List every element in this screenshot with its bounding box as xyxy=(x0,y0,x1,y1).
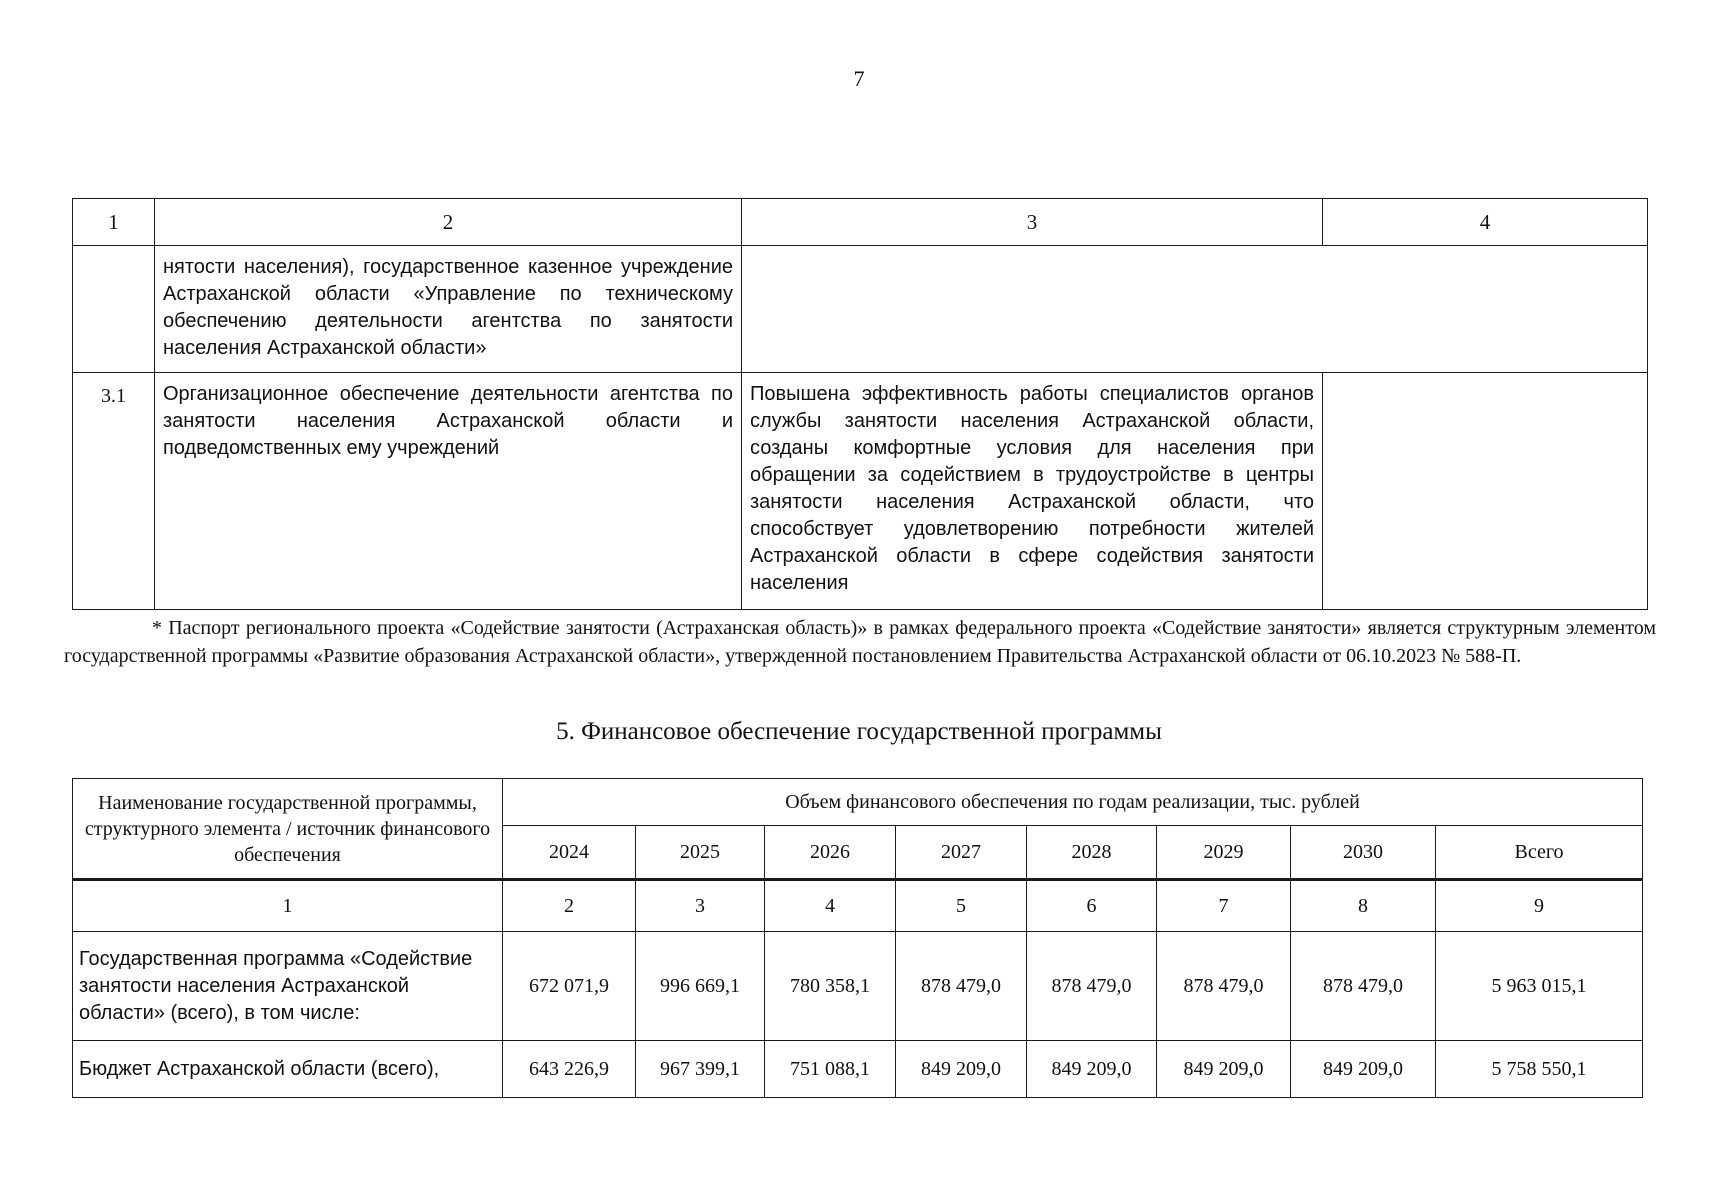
amount-cell: 849 209,0 xyxy=(896,1041,1027,1098)
column-number: 4 xyxy=(765,880,896,932)
table-row xyxy=(73,1041,1643,1098)
table-row xyxy=(73,932,1643,1041)
column-number: 6 xyxy=(1027,880,1157,932)
volume-header: Объем финансового обеспечения по годам реализации, тыс. рублей xyxy=(503,779,1643,826)
table-cell-empty xyxy=(742,246,1648,373)
amount-cell: 996 669,1 xyxy=(636,932,765,1041)
table-row xyxy=(73,373,1648,610)
amount-cell: 672 071,9 xyxy=(503,932,636,1041)
column-number-2: 2 xyxy=(155,199,742,246)
amount-cell: 878 479,0 xyxy=(896,932,1027,1041)
year-header: 2026 xyxy=(765,826,896,880)
amount-cell: 780 358,1 xyxy=(765,932,896,1041)
amount-cell: 967 399,1 xyxy=(636,1041,765,1098)
year-header: 2029 xyxy=(1157,826,1291,880)
task-description: Организационное обеспечение деятельности агентства по занятости населения Астраханской области и подведомственных ему учреждений xyxy=(155,373,742,610)
amount-cell: 878 479,0 xyxy=(1027,932,1157,1041)
activities-table xyxy=(72,198,1648,610)
total-header: Всего xyxy=(1436,826,1643,880)
column-number: 9 xyxy=(1436,880,1643,932)
table-row xyxy=(73,246,1648,373)
table-cell-empty xyxy=(1323,373,1648,610)
column-number: 5 xyxy=(896,880,1027,932)
table-cell xyxy=(73,246,155,373)
amount-cell: 751 088,1 xyxy=(765,1041,896,1098)
expected-result: Повышена эффективность работы специалистов органов службы занятости населения Астраханской области, созданы комфортные условия для населения при обращении за содействием в трудоустройстве в центры занятости населения Астраханской области, что способствует удовлетворению потребности жителей Астраханской области в сфере содействия занятости населения xyxy=(742,373,1323,610)
amount-cell: 878 479,0 xyxy=(1157,932,1291,1041)
amount-cell: 849 209,0 xyxy=(1291,1041,1436,1098)
finance-table xyxy=(72,778,1643,1098)
finance-header-row xyxy=(73,779,1643,826)
page-number: 7 xyxy=(853,66,865,91)
amount-cell: 878 479,0 xyxy=(1291,932,1436,1041)
column-number: 1 xyxy=(73,880,503,932)
row-number: 3.1 xyxy=(73,373,155,610)
amount-cell: 849 209,0 xyxy=(1027,1041,1157,1098)
section-title: 5. Финансовое обеспечение государственной программы xyxy=(556,718,1162,745)
total-cell: 5 758 550,1 xyxy=(1436,1041,1643,1098)
year-header: 2030 xyxy=(1291,826,1436,880)
name-column-header: Наименование государственной программы, структурного элемента / источник финансового обеспечения xyxy=(73,779,503,880)
column-number: 3 xyxy=(636,880,765,932)
column-number: 2 xyxy=(503,880,636,932)
table-header-row xyxy=(73,199,1648,246)
footnote: * Паспорт регионального проекта «Содействие занятости (Астраханская область)» в рамках федерального проекта «Содействие занятости» является структурным элементом государственной программы «Развитие образования Астраханской области», утвержденной постановлением Правительства Астраханской области от 06.10.2023 № 588-П. xyxy=(64,617,1656,667)
amount-cell: 849 209,0 xyxy=(1157,1041,1291,1098)
amount-cell: 643 226,9 xyxy=(503,1041,636,1098)
year-header: 2027 xyxy=(896,826,1027,880)
column-number-3: 3 xyxy=(742,199,1323,246)
row-label: Бюджет Астраханской области (всего), xyxy=(73,1041,503,1098)
continuation-text: нятости населения), государственное казенное учреждение Астраханской области «Управление по техническому обеспечению деятельности агентства по занятости населения Астраханской области» xyxy=(155,246,742,373)
column-number: 8 xyxy=(1291,880,1436,932)
total-cell: 5 963 015,1 xyxy=(1436,932,1643,1041)
column-number: 7 xyxy=(1157,880,1291,932)
column-number-4: 4 xyxy=(1323,199,1648,246)
column-number-1: 1 xyxy=(73,199,155,246)
column-numbers-row xyxy=(73,880,1643,932)
year-header: 2025 xyxy=(636,826,765,880)
row-label: Государственная программа «Содействие занятости населения Астраханской области» (всего), в том числе: xyxy=(73,932,503,1041)
year-header: 2028 xyxy=(1027,826,1157,880)
year-header: 2024 xyxy=(503,826,636,880)
